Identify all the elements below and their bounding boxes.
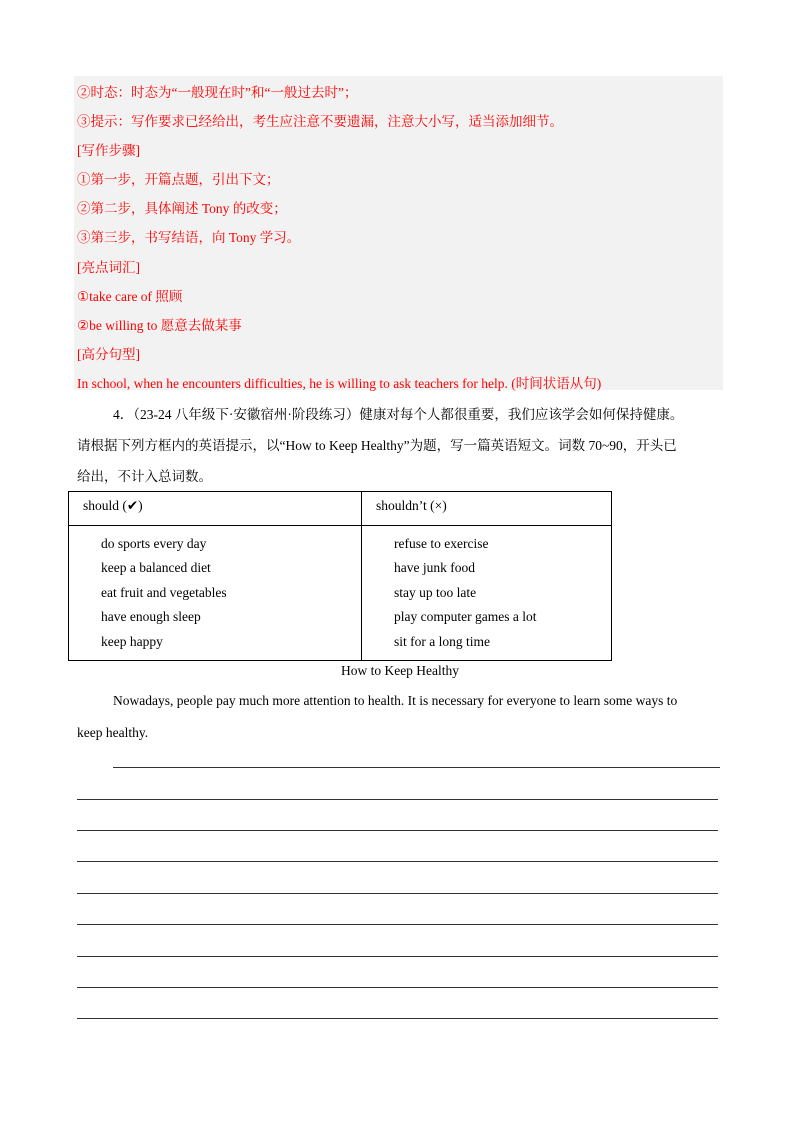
question-line-3: 给出，不计入总词数。 xyxy=(77,469,212,484)
should-header: should (✔) xyxy=(69,492,362,526)
shouldnt-item: sit for a long time xyxy=(394,633,490,649)
step-three: ③第三步，书写结语，向 Tony 学习。 xyxy=(77,230,301,245)
sentence-pattern-example: In school, when he encounters difficulties, he is willing to ask teachers for help. (时间状语从句) xyxy=(77,376,602,391)
writing-line[interactable] xyxy=(77,893,718,894)
writing-line[interactable] xyxy=(77,987,718,988)
step-one: ①第一步，开篇点题，引出下文； xyxy=(77,172,280,187)
question-line-1: 4．（23-24 八年级下·安徽宿州·阶段练习）健康对每个人都很重要，我们应该学会如何保持健康。 xyxy=(113,407,684,422)
sentence-pattern-heading: [高分句型] xyxy=(77,347,140,362)
step-two: ②第二步，具体阐述 Tony 的改变； xyxy=(77,201,287,216)
tip-note: ③提示：写作要求已经给出，考生应注意不要遗漏，注意大小写，适当添加细节。 xyxy=(77,114,563,129)
shouldnt-item: have junk food xyxy=(394,560,475,576)
vocabulary-item-2: ②be willing to 愿意去做某事 xyxy=(77,318,242,333)
should-item: eat fruit and vegetables xyxy=(101,584,227,600)
vocabulary-item-1: ①take care of 照顾 xyxy=(77,289,183,304)
writing-line[interactable] xyxy=(77,861,718,862)
should-item: have enough sleep xyxy=(101,609,201,625)
shouldnt-item: stay up too late xyxy=(394,584,477,600)
essay-opening-line-1: Nowadays, people pay much more attention to health. It is necessary for everyone to learn some ways to xyxy=(113,693,678,708)
hint-table xyxy=(68,491,612,661)
should-item: keep a balanced diet xyxy=(101,560,211,576)
essay-title: How to Keep Healthy xyxy=(340,663,460,678)
writing-line[interactable] xyxy=(113,767,720,768)
should-item: keep happy xyxy=(101,633,163,649)
writing-steps-heading: [写作步骤] xyxy=(77,143,140,158)
writing-line[interactable] xyxy=(77,956,718,957)
vocabulary-heading: [亮点词汇] xyxy=(77,260,140,275)
shouldnt-item: refuse to exercise xyxy=(394,536,489,551)
shouldnt-list xyxy=(362,526,612,661)
shouldnt-header: shouldn’t (×) xyxy=(362,492,612,526)
essay-opening-line-2: keep healthy. xyxy=(77,725,149,740)
question-line-2: 请根据下列方框内的英语提示，以“How to Keep Healthy”为题，写一篇英语短文。词数 70~90，开头已 xyxy=(77,438,677,453)
should-item: do sports every day xyxy=(101,536,207,551)
writing-line[interactable] xyxy=(77,1018,718,1019)
shouldnt-item: play computer games a lot xyxy=(394,609,537,625)
writing-line[interactable] xyxy=(77,924,718,925)
writing-line[interactable] xyxy=(77,799,718,800)
writing-line[interactable] xyxy=(77,830,718,831)
tense-note: ②时态：时态为“一般现在时”和“一般过去时”； xyxy=(77,85,358,100)
should-list xyxy=(69,526,362,661)
